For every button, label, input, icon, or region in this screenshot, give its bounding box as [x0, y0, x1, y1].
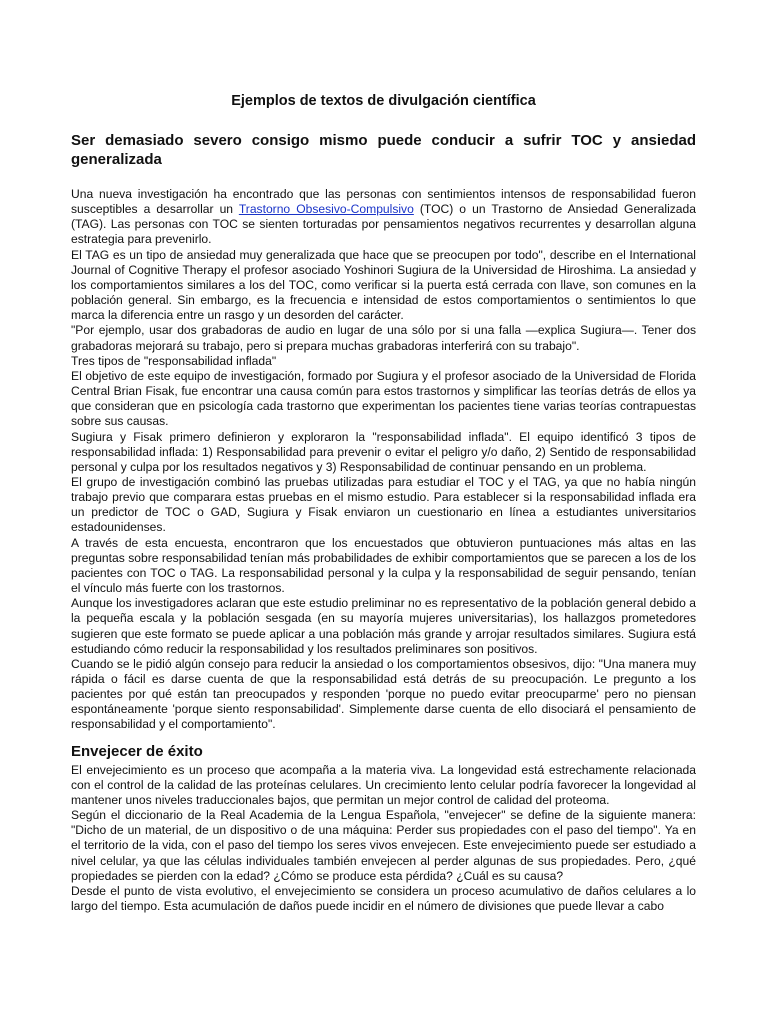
paragraph-envejecimiento: El envejecimiento es un proceso que acompaña a la materia viva. La longevidad está estrechamente relacionada con el control de la calidad de las proteínas celulares. Un crecimiento lento celular podría favorecer la longevidad al mantener unos niveles traduccionales bajos, que permitan un mejor control de calidad del proteoma. [71, 762, 696, 807]
paragraph-intro-text-a: Una nueva investigación ha encontrado que las personas con sentimientos intensos de responsabilidad fueron susceptibles a desarrollar un [71, 187, 696, 217]
paragraph-responsabilidad-inflada: Sugiura y Fisak primero definieron y exploraron la "responsabilidad inflada". El equipo identificó 3 tipos de responsabilidad inflada: 1) Responsabilidad para prevenir o evitar el peligro y/o daño, 2) Sentido de responsabilidad personal y culpa por los resultados negativos y 3) Responsabilidad de continuar pensando en un problema. [71, 429, 696, 474]
paragraph-consejo: Cuando se le pidió algún consejo para reducir la ansiedad o los comportamientos obsesivos, dijo: "Una manera muy rápida o fácil es darse cuenta de que la responsabilidad está detrás de su preocupación. Le pregunto a los pacientes por qué están tan preocupados y responden 'porque no puedo evitar preocuparme' pero no piensan espontáneamente 'porque siento responsabilidad'. Simplemente darse cuenta de ello disociará el pensamiento de responsabilidad y el comportamiento". [71, 656, 696, 732]
section-heading-envejecer: Envejecer de éxito [71, 742, 203, 760]
paragraph-intro-text-b: (TOC) o un Trastorno de Ansiedad Generalizada (TAG). Las personas con TOC se sienten torturadas por pensamientos negativos recurrentes y desarrollan alguna estrategia para prevenirlo. [71, 202, 696, 247]
paragraph-tag: El TAG es un tipo de ansiedad muy generalizada que hace que se preocupen por todo", describe en el International Journal of Cognitive Therapy el profesor asociado Yoshinori Sugiura de la Universidad de Hiroshima. La ansiedad y los comportamientos similares a los del TOC, como verificar si la puerta está cerrada con llave, son comunes en la población general. Sin embargo, es la frecuencia e intensidad de estos comportamientos o sentimientos lo que marca la diferencia entre un rasgo y un desorden del carácter. [71, 247, 696, 323]
section-heading-toc: Ser demasiado severo consigo mismo puede conducir a sufrir TOC y ansiedad generalizada [71, 132, 696, 168]
paragraph-encuesta: A través de esta encuesta, encontraron que los encuestados que obtuvieron puntuaciones más altas en las preguntas sobre responsabilidad tenían más probabilidades de exhibir comportamientos que se parecen a los de los pacientes con TOC o TAG. La responsabilidad personal y la culpa y la responsabilidad de seguir pensando, tenían el vínculo más fuerte con los trastornos. [71, 535, 696, 596]
paragraph-objetivo: El objetivo de este equipo de investigación, formado por Sugiura y el profesor asociado de la Universidad de Florida Central Brian Fisak, fue encontrar una causa común para estos trastornos y simplificar las teorías detrás de ellos ya que consideran que en psicología cada trastorno que experimentan los pacientes tiene varias teorías contrapuestas sobre sus causas. [71, 368, 696, 429]
paragraph-grabadoras: "Por ejemplo, usar dos grabadoras de audio en lugar de una sólo por si una falla —explica Sugiura—. Tener dos grabadoras mejorará su trabajo, pero si prepara muchas grabadoras interferirá con su trabajo". [71, 323, 696, 353]
subheading-tres-tipos: Tres tipos de "responsabilidad inflada" [71, 353, 277, 368]
paragraph-grupo-investigacion: El grupo de investigación combinó las pruebas utilizadas para estudiar el TOC y el TAG, ya que no había ningún trabajo previo que comparara estas pruebas en el mismo estudio. Para establecer si la responsabilidad inflada era un predictor de TOC o GAD, Sugiura y Fisak enviaron un cuestionario en línea a estudiantes universitarios estadounidenses. [71, 474, 696, 535]
paragraph-aclaracion: Aunque los investigadores aclaran que este estudio preliminar no es representativo de la población general debido a la pequeña escala y la población sesgada (en su mayoría mujeres universitarias), los hallazgos prometedores sugieren que este formato se puede aplicar a una población más grande y arrojar resultados similares. Sugiura está estudiando cómo reducir la responsabilidad y los resultados preliminares son positivos. [71, 596, 696, 656]
paragraph-diccionario: Según el diccionario de la Real Academia de la Lengua Española, "envejecer" se define de la siguiente manera: "Dicho de un material, de un dispositivo o de una máquina: Perder sus propiedades con el paso del tiempo". Ya en el territorio de la vida, con el paso del tiempo los seres vivos envejecen. Este envejecimiento puede ser estudiado a nivel celular, ya que las células individuales también envejecen al perder algunas de sus propiedades. Pero, ¿qué propiedades se pierden con la edad? ¿Cómo se produce esta pérdida? ¿Cuál es su causa? [71, 808, 696, 883]
paragraph-intro [71, 187, 696, 248]
link-trastorno-obsesivo-compulsivo[interactable]: Trastorno Obsesivo-Compulsivo [238, 202, 414, 217]
paragraph-evolutivo: Desde el punto de vista evolutivo, el envejecimiento se considera un proceso acumulativo de daños celulares a lo largo del tiempo. Esta acumulación de daños puede incidir en el número de divisiones que puede llevar a cabo [71, 883, 696, 914]
document-title: Ejemplos de textos de divulgación científica [231, 93, 536, 109]
